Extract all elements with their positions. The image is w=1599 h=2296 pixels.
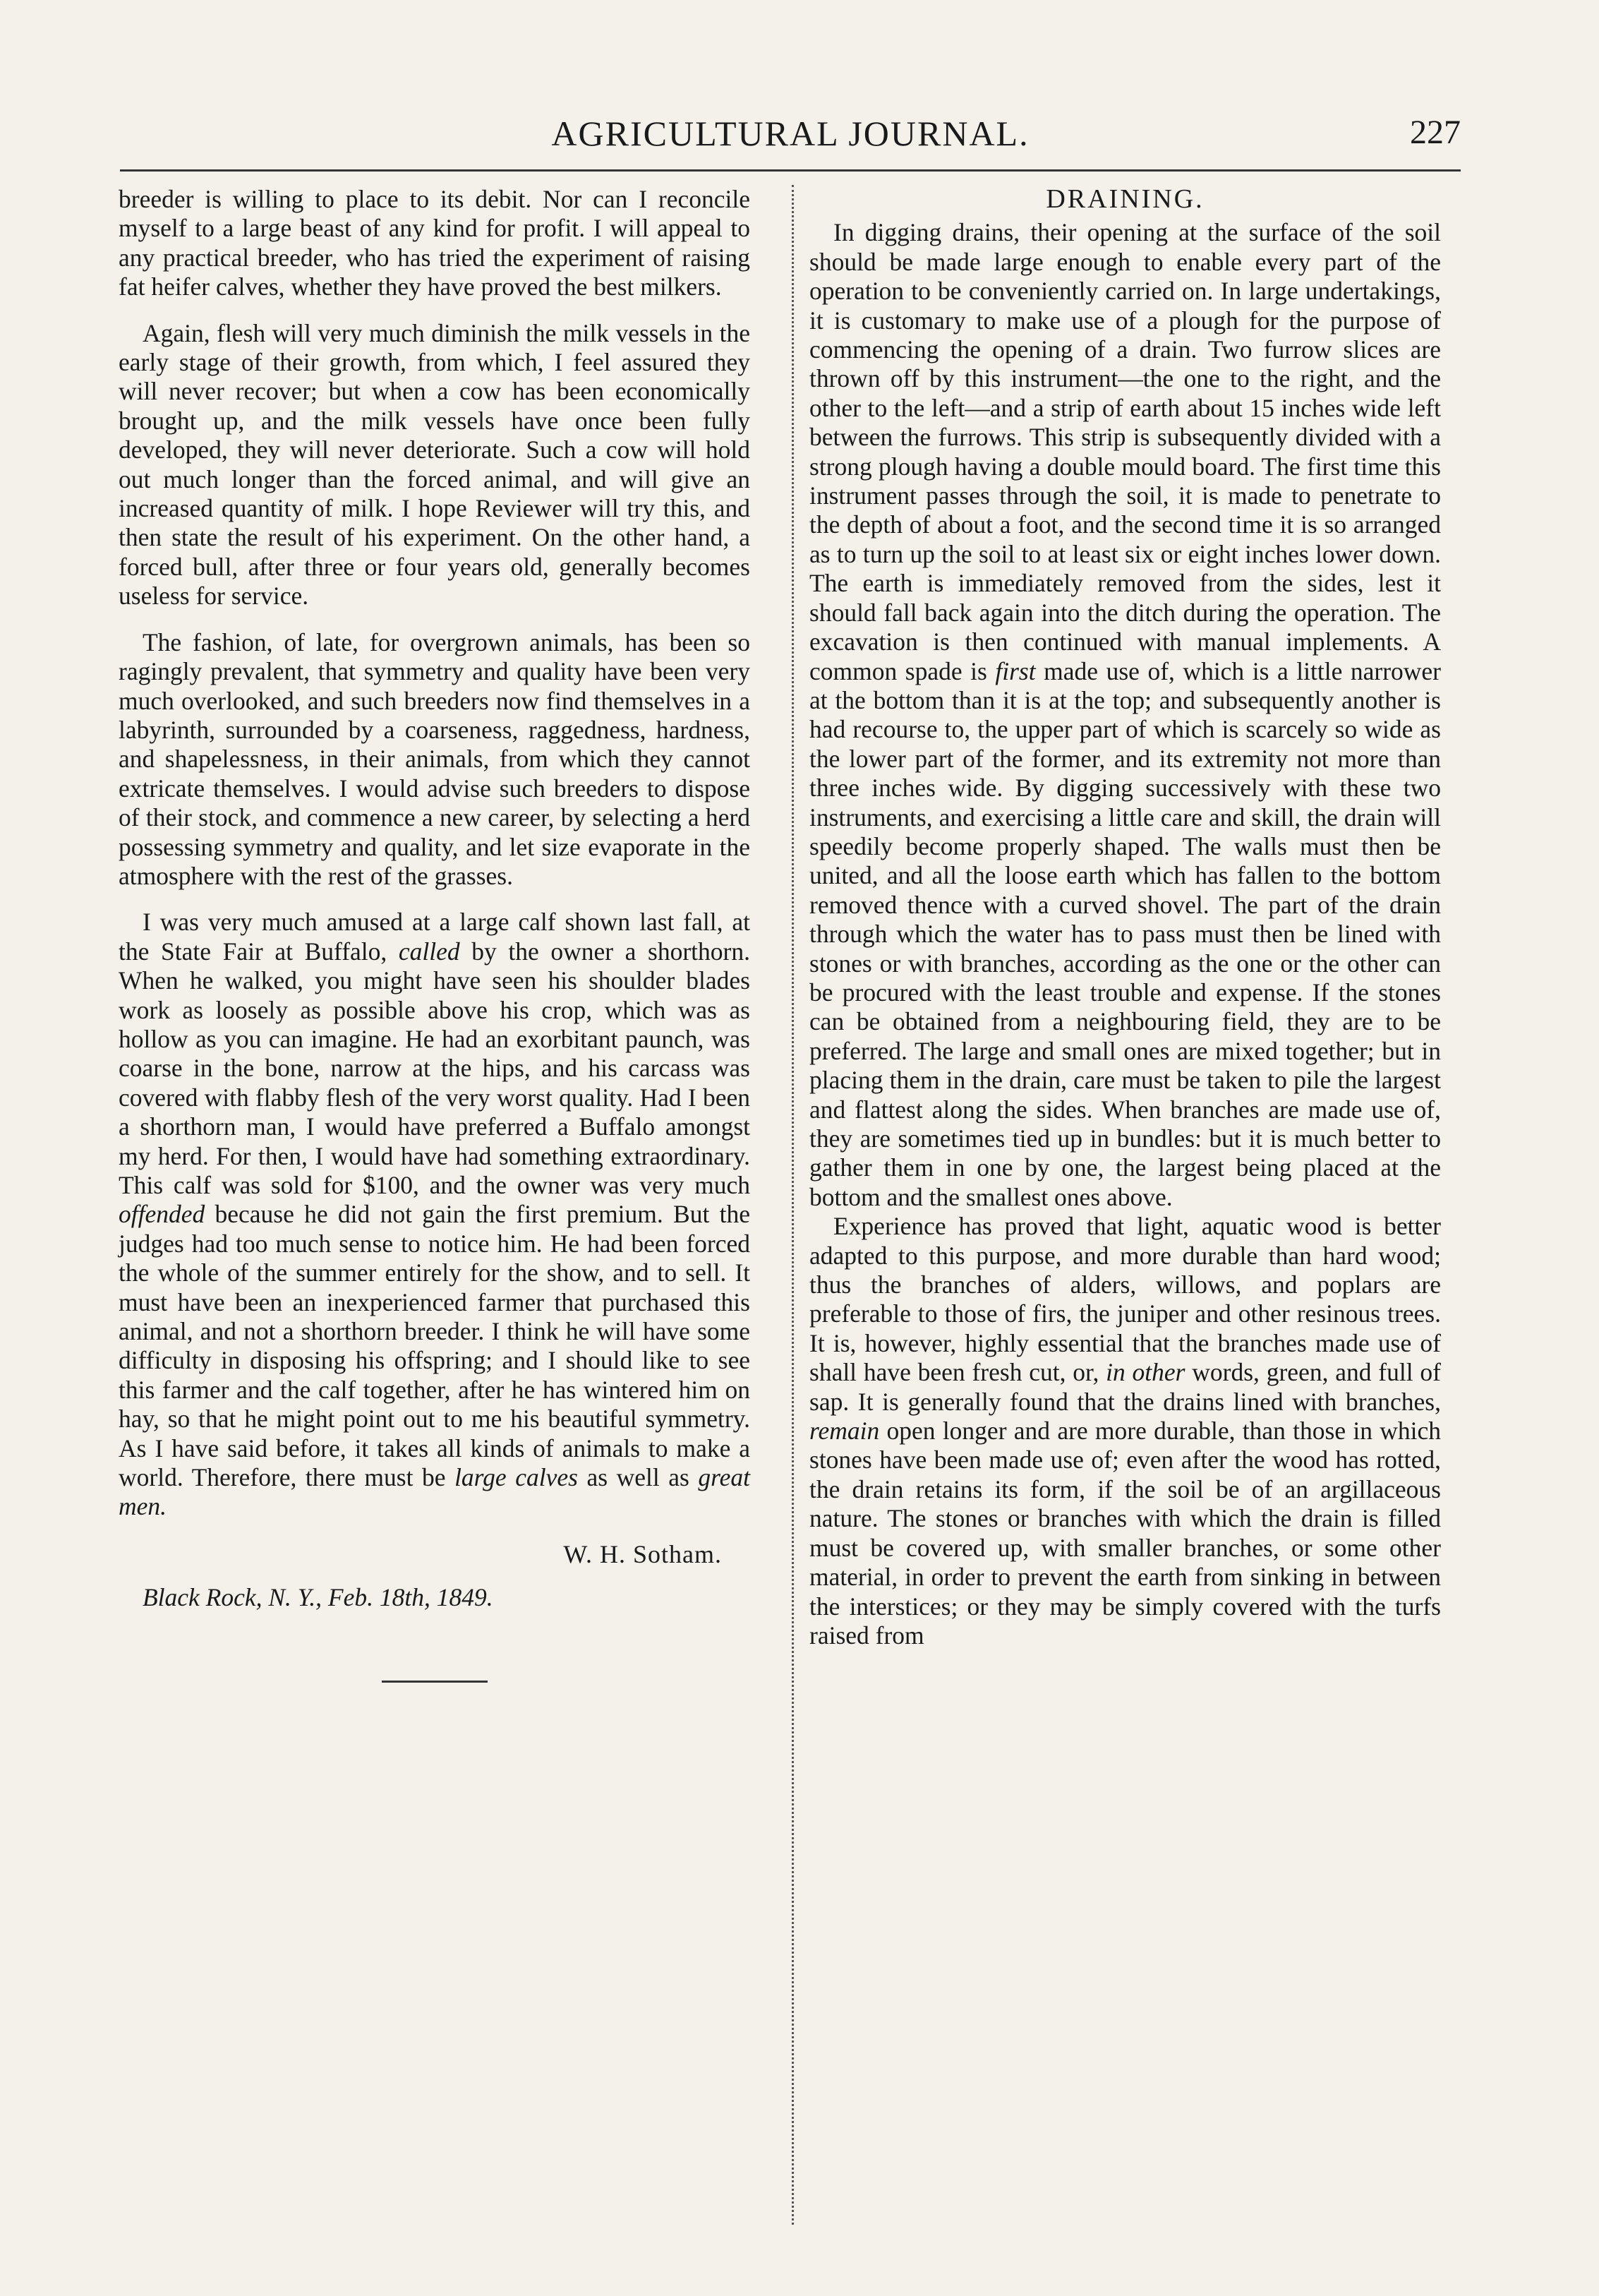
italic-text: called <box>398 937 460 966</box>
text-run: as well as <box>577 1463 699 1492</box>
article-title: DRAINING. <box>1046 184 1205 214</box>
header-rule <box>120 169 1461 172</box>
text-run: made use of, which is a little narrower at the bottom than it is at the top; and subsequently another is had recourse to, the upper part of which is scarcely so wide as the lower part of the former, and its extremity not more than three inches wide. By digging successively with these two instruments, and exercising a little care and skill, the drain will speedily become properly shaped. The walls must then be united, and all the loose earth which has fallen to the bottom removed thence with a curved shovel. The part of the drain through which the water has to pass must then be lined with stones or with branches, according as the one or the other can be procured with the least trouble and expense. If the stones can be obtained from a neighbouring field, they are to be preferred. The large and small ones are mixed together; but in placing them in the drain, care must be taken to pile the largest and flattest along the sides. When branches are made use of, they are sometimes tied up in bundles: but it is much better to gather them in one by one, the largest being placed at the bottom and the smallest ones above. <box>809 656 1441 1211</box>
text-run: because he did not gain the first premium. But the judges had too much sense to notice him. He had been forced the whole of the summer entirely for the show, and to sell. It must have been an inexperienced farmer that purchased this animal, and not a shorthorn breeder. I think he will have some difficulty in disposing his offspring; and I should like to see this farmer and the calf together, after he has wintered him on hay, so that he might point out to me his beautiful symmetry. As I have said before, it takes all kinds of animals to make a world. Therefore, there must be <box>119 1200 750 1492</box>
text-run: Experience has proved that light, aquatic wood is better adapted to this purpose, and more durable than hard wood; thus the branches of alders, willows, and poplars are preferable to those of firs, the juniper and other resinous trees. It is, however, highly essential that the branches made use of shall have been fresh cut, or, <box>809 1212 1441 1387</box>
italic-text: in other <box>1106 1358 1185 1387</box>
text-run: I was very much amused at a large calf shown last fall, at the State Fair at Buffalo, <box>119 908 750 966</box>
text-run: open longer and are more durable, than those in which stones have been made use of; even after the wood has rotted, the drain retains its form, if the soil be of an argillaceous nature. The stones or branches with which the drain is filled must be covered up, with smaller branches, or some other material, in order to prevent the earth from sinking in between the interstices; or they may be simply covered with the turfs raised from <box>809 1417 1441 1649</box>
text-run: In digging drains, their opening at the surface of the soil should be made large enough to enable every part of the operation to be conveniently carried on. In large undertakings, it is customary to make use of a plough for the purpose of commencing the opening of a drain. Two furrow slices are thrown off by this instrument—the one to the right, and the other to the left—and a strip of earth about 15 inches wide left between the furrows. This strip is subsequently divided with a strong plough having a double mould board. The first time this instrument passes through the soil, it is made to penetrate to the depth of about a foot, and the second time it is so arranged as to turn up the soil to at least six or eight inches lower down. The earth is immediately removed from the sides, lest it should fall back again into the ditch during the operation. The excavation is then continued with manual implements. A common spade is <box>809 218 1441 685</box>
text-run: words, green, and full of sap. It is generally found that the drains lined with branches, <box>809 1358 1441 1416</box>
paragraph: breeder is willing to place to its debit. Nor can I reconcile myself to a large beast of any kind for profit. I will appeal to any practical breeder, who has tried the experiment of raising fat heifer calves, whether they have proved the best milkers. <box>119 185 750 301</box>
text-run: by the owner a shorthorn. When he walked, you might have seen his shoulder blades work as loosely as possible above his crop, which was as hollow as you can imagine. He had an exorbitant paunch, was coarse in the bone, narrow at the hips, and his carcass was covered with flabby flesh of the very worst quality. Had I been a shorthorn man, I would have preferred a Buffalo amongst my herd. For then, I would have had something extraordinary. This calf was sold for $100, and the owner was very much <box>119 937 750 1199</box>
page-number: 227 <box>1410 114 1461 151</box>
journal-title: AGRICULTURAL JOURNAL. <box>551 114 1030 153</box>
page-header <box>120 113 1461 162</box>
left-column <box>119 185 750 1683</box>
author-signature: W. H. Sotham. <box>563 1539 722 1568</box>
paragraph <box>119 908 750 1522</box>
end-rule <box>382 1681 488 1683</box>
italic-text: offended <box>119 1200 205 1229</box>
column-divider <box>792 185 794 2225</box>
paragraph <box>809 218 1441 1212</box>
italic-text: great men. <box>119 1463 750 1521</box>
paragraph: The fashion, of late, for overgrown animals, has been so ragingly prevalent, that symmetry and quality have been very much overlooked, and such breeders now find themselves in a labyrinth, surrounded by a coarseness, raggedness, hardness, and shapelessness, in their animals, from which they cannot extricate themselves. I would advise such breeders to dispose of their stock, and commence a new career, by selecting a herd possessing symmetry and quality, and let size evaporate in the atmosphere with the rest of the grasses. <box>119 627 750 890</box>
paragraph <box>809 1212 1441 1650</box>
italic-text: remain <box>809 1417 880 1445</box>
paragraph: Again, flesh will very much diminish the milk vessels in the early stage of their growth, from which, I feel assured they will never recover; but when a cow has been economically brought up, and the milk vessels have once been fully developed, they will never deteriorate. Such a cow will hold out much longer than the forced animal, and will give an increased quantity of milk. I hope Reviewer will try this, and then state the result of his experiment. On the other hand, a forced bull, after three or four years old, generally becomes useless for service. <box>119 318 750 611</box>
dateline: Black Rock, N. Y., Feb. 18th, 1849. <box>143 1583 493 1612</box>
italic-text: large calves <box>454 1463 578 1492</box>
italic-text: first <box>995 656 1036 685</box>
right-column <box>809 185 1441 1650</box>
